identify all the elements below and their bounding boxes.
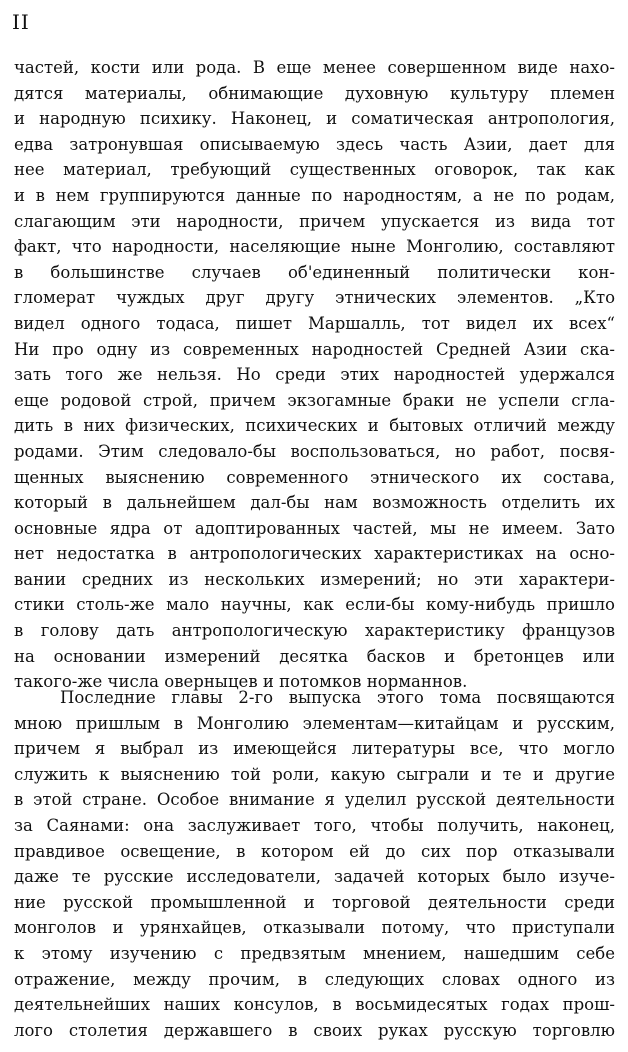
text-line: за Саянами: она заслуживает того, чтобы получить, наконец, [14,815,615,835]
text-line: Ни про одну из современных народностей Средней Азии ска- [14,339,615,359]
text-line: и народную психику. Наконец, и соматическая антропология, [14,109,615,129]
text-line: который в дальнейшем дал-бы нам возможность отделить их [14,493,615,513]
text-line: деятельнейших наших консулов, в восьмидесятых годах прош- [14,995,615,1015]
text-line: стики столь-же мало научны, как если-бы кому-нибудь пришло [14,595,615,615]
text-line: еще родовой строй, причем экзогамные браки не успели сгла- [14,390,615,410]
text-line: гломерат чуждых друг другу этнических элементов. „Кто [14,288,615,308]
text-line: даже те русские исследователи, задачей которых было изуче- [14,867,615,887]
text-line: частей, кости или рода. В еще менее совершенном виде нахо- [14,58,615,77]
text-line: на основании измерений десятка басков и бретонцев или [14,646,615,666]
text-line: Последние главы 2-го выпуска этого тома посвящаются [60,688,615,707]
text-line: зать того же нельзя. Но среди этих народностей удержался [14,365,615,385]
text-line: монголов и урянхайцев, отказывали потому, что приступали [14,918,615,938]
text-line: такого-же числа оверныцев и потомков норманнов. [14,672,468,692]
page-number: II [12,10,30,34]
text-line: нее материал, требующий существенных оговорок, так как [14,160,615,180]
text-line: к этому изучению с предвзятым мнением, нашедшим себе [14,943,615,963]
text-line: лого столетия державшего в своих руках русскую торговлю [14,1020,615,1040]
text-line: отражение, между прочим, в следующих словах одного из [14,969,615,989]
text-line: видел одного тодаса, пишет Маршалль, тот видел их всех“ [14,313,615,333]
text-line: в этой стране. Особое внимание я уделил русской деятельности [14,790,615,810]
paragraph-1 [14,55,615,695]
text-line: причем я выбрал из имеющейся литературы все, что могло [14,739,615,759]
text-line: в голову дать антропологическую характеристику французов [14,621,615,641]
text-line: факт, что народности, населяющие ныне Монголию, составляют [14,237,615,257]
text-line: и в нем группируются данные по народностям, а не по родам, [14,185,615,205]
text-line: слагающим эти народности, причем упускается из вида тот [14,211,615,231]
text-line: нет недостатка в антропологических характеристиках на осно- [14,544,615,564]
text-line: мною пришлым в Монголию элементам—китайцам и русским, [14,713,615,733]
text-line: дить в них физических, психических и бытовых отличий между [14,416,615,436]
text-line: правдивое освещение, в котором ей до сих пор отказывали [14,841,615,861]
text-line: ние русской промышленной и торговой деятельности среди [14,892,615,912]
text-line: вании средних из нескольких измерений; но эти характери- [14,569,615,589]
text-line: дятся материалы, обнимающие духовную культуру племен [14,83,615,103]
paragraph-2 [14,685,615,1043]
text-line: основные ядра от адоптированных частей, мы не имеем. Зато [14,518,615,538]
text-line: в большинстве случаев об'единенный политически кон- [14,262,615,282]
text-line: щенных выяснению современного этнического их состава, [14,467,615,487]
text-line: служить к выяснению той роли, какую сыграли и те и другие [14,764,615,784]
text-line: родами. Этим следовало-бы воспользоваться, но работ, посвя- [14,441,615,461]
text-line: едва затронувшая описываемую здесь часть Азии, дает для [14,134,615,154]
